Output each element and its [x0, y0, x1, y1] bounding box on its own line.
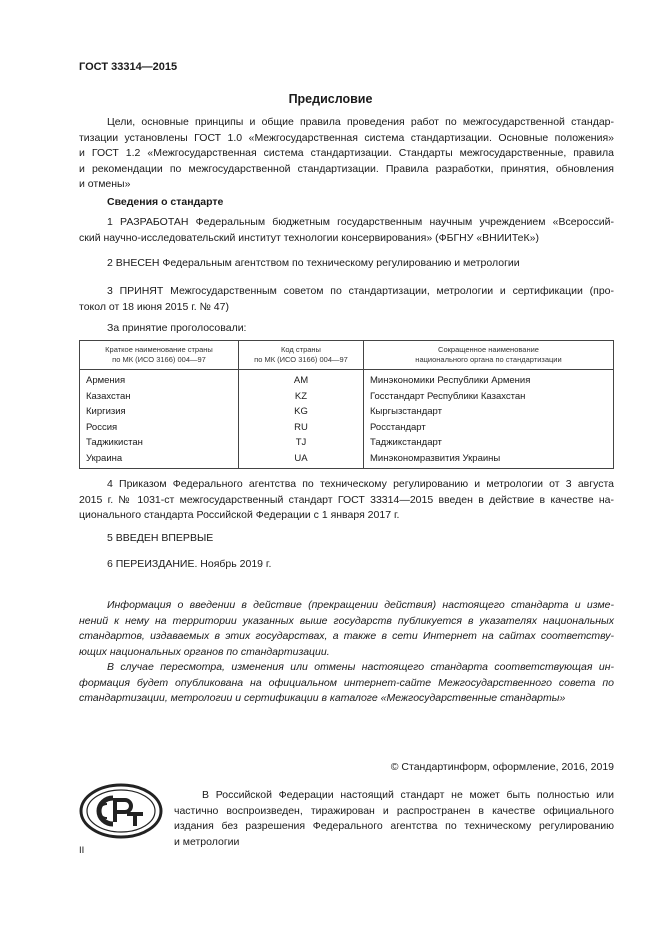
table-cell-code: KG	[239, 404, 364, 420]
table-cell-country: Армения	[80, 370, 239, 389]
info-paragraph-2	[79, 660, 614, 707]
table-cell-body: Кыргызстандарт	[364, 404, 614, 420]
item-developed	[79, 215, 614, 246]
info-line: ющих национальных органов по стандартизации.	[79, 645, 330, 658]
table-header-country: Краткое наименование страны по МК (ИСО 3166) 004—97	[80, 341, 239, 370]
document-id: ГОСТ 33314—2015	[79, 61, 178, 73]
table-row	[80, 435, 614, 451]
page-number: II	[79, 845, 85, 856]
item-reissue	[79, 557, 614, 573]
table-header-row	[80, 341, 614, 370]
notice-line: В Российской Федерации настоящий стандарт не может быть полностью или	[202, 789, 614, 801]
info-line: В случае пересмотра, изменения или отмены настоящего стандарта соответствующая ин-	[107, 661, 614, 673]
intro-line: Цели, основные принципы и общие правила проведения работ по межгосударственной стандар-	[107, 116, 614, 128]
notice-line: и метрологии	[174, 835, 240, 848]
table-row	[80, 451, 614, 469]
table-cell-code: TJ	[239, 435, 364, 451]
item-first-introduced	[79, 531, 614, 547]
item-line: 6 ПЕРЕИЗДАНИЕ. Ноябрь 2019 г.	[107, 558, 272, 570]
page-title: Предисловие	[288, 92, 373, 106]
info-line: формация будет опубликована на официальном интернет-сайте Межгосударственного совета по	[79, 676, 614, 689]
table-cell-body: Таджикстандарт	[364, 435, 614, 451]
info-line: стандартизации, метрологии и сертификации в каталоге «Межгосударственные стандарты»	[79, 692, 566, 704]
table-cell-body: Минэкономразвития Украины	[364, 451, 614, 469]
item-line: ционального стандарта Российской Федерации с 1 января 2017 г.	[79, 509, 400, 521]
info-line: стандартов, издаваемых в этих государствах, а также в сети Интернет на сайтах соответству-	[79, 630, 614, 642]
table-header-code: Код страны по МК (ИСО 3166) 004—97	[239, 341, 364, 370]
table-cell-body: Минэкономики Республики Армения	[364, 370, 614, 389]
table-cell-code: AM	[239, 370, 364, 389]
table-cell-country: Киргизия	[80, 404, 239, 420]
votes-label: За принятие проголосовали:	[107, 322, 247, 334]
item-line: ский научно-исследовательский институт технологии консервирования» (ФБГНУ «ВНИИТеК»)	[79, 231, 539, 244]
item-enacted	[79, 477, 614, 524]
table-header-body: Сокращенное наименование национального органа по стандартизации	[364, 341, 614, 370]
table-row	[80, 370, 614, 389]
table-cell-country: Украина	[80, 451, 239, 469]
table-cell-country: Таджикистан	[80, 435, 239, 451]
item-line: 2015 г. № 1031-ст межгосударственный стандарт ГОСТ 33314—2015 введен в действие в качестве на-	[79, 493, 614, 506]
section-title: Сведения о стандарте	[107, 196, 224, 208]
table-cell-code: RU	[239, 420, 364, 436]
table-cell-country: Россия	[80, 420, 239, 436]
intro-line: и отмены»	[79, 178, 131, 190]
votes-table	[79, 340, 614, 469]
item-line: 4 Приказом Федерального агентства по техническому регулированию и метрологии от 3 августа	[107, 478, 614, 490]
table-cell-body: Госстандарт Республики Казахстан	[364, 389, 614, 405]
item-line: 3 ПРИНЯТ Межгосударственным советом по стандартизации, метрологии и сертификации (про-	[107, 285, 614, 297]
table-row	[80, 420, 614, 436]
table-row	[80, 404, 614, 420]
item-line: токол от 18 июня 2015 г. № 47)	[79, 300, 229, 313]
intro-line: тизации установлены ГОСТ 1.0 «Межгосударственная система стандартизации. Основные положения»	[79, 131, 614, 144]
table-row	[80, 389, 614, 405]
item-introduced	[79, 256, 614, 272]
item-line: 5 ВВЕДЕН ВПЕРВЫЕ	[107, 532, 214, 544]
item-line: 1 РАЗРАБОТАН Федеральным бюджетным государственным научным учреждением «Всероссий-	[107, 216, 614, 228]
rst-certification-mark-icon	[79, 782, 163, 840]
info-line: Информация о введении в действие (прекращении действия) настоящего стандарта и изме-	[107, 599, 614, 611]
intro-line: и ГОСТ 1.2 «Межгосударственная система стандартизации. Стандарты межгосударственные, правила	[79, 147, 614, 159]
intro-line: и рекомендации по межгосударственной стандартизации. Правила разработки, принятия, обновления	[79, 162, 614, 175]
table-cell-country: Казахстан	[80, 389, 239, 405]
item-line: 2 ВНЕСЕН Федеральным агентством по техническому регулированию и метрологии	[107, 257, 520, 269]
notice-line: издания без разрешения Федерального агентства по техническому регулированию	[174, 820, 614, 832]
info-paragraph-1	[79, 598, 614, 660]
copyright: © Стандартинформ, оформление, 2016, 2019	[390, 761, 614, 773]
table-cell-code: UA	[239, 451, 364, 469]
intro-paragraph	[79, 115, 614, 193]
reproduction-notice	[174, 788, 614, 850]
notice-line: частично воспроизведен, тиражирован и распространен в качестве официального	[174, 804, 614, 817]
table-cell-code: KZ	[239, 389, 364, 405]
item-adopted	[79, 284, 614, 315]
table-cell-body: Росстандарт	[364, 420, 614, 436]
info-line: нений к нему на территории указанных выше государств публикуется в указателях национальных	[79, 614, 614, 627]
